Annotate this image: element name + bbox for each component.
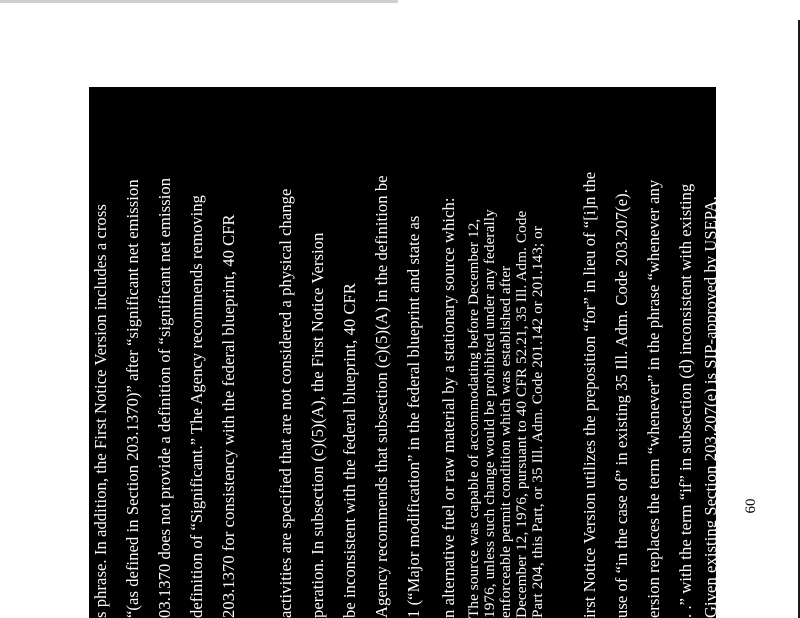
text-line: s phrase. In addition, the First Notice Version includes a cross [91,204,110,618]
text-line-indented: enforceable permit condition which was established after [497,265,514,618]
text-line: Agency recommends that subsection (c)(5)(A) in the definition be [372,175,391,618]
text-line-indented: 1976, unless such change would be prohibited under any federally [481,209,498,618]
top-border-line [0,0,398,3]
page-number: 60 [742,498,759,514]
text-line: 203.1370 for consistency with the federal blueprint, 40 CFR [219,214,238,618]
inverted-text-panel [89,87,720,618]
text-line: 03.1370 does not provide a definition of “significant net emission [155,177,174,618]
text-line: irst Notice Version utilizes the preposition “for” in lieu of “[i]n the [580,171,599,618]
text-line: be inconsistent with the federal blueprint, 40 CFR [340,283,359,618]
text-line-indented: The source was capable of accommodating before December 12, [465,218,482,618]
text-line: “(as defined in Section 203.1370)” after “significant net emission [123,179,142,618]
text-line: activities are specified that are not considered a physical change [276,188,295,618]
text-line: . .” with the term “if” in subsection (d) inconsistent with existing [676,183,695,618]
text-line: use of “in the case of” in existing 35 Ill. Adm. Code 203.207(e). [612,189,631,618]
text-line: ersion replaces the term “whenever” in the phrase “whenever any [644,179,663,618]
text-line: definition of “Significant.” The Agency recommends removing [187,194,206,618]
text-line-indented: Part 204, this Part, or 35 Ill. Adm. Code 201.142 or 201.143; or [529,226,546,618]
text-line: n alternative fuel or raw material by a stationary source which: [439,197,458,618]
text-line: peration. In subsection (c)(5)(A), the First Notice Version [308,232,327,618]
text-line-indented: December 12, 1976, pursuant to 40 CFR 52.21, 35 Ill. Adm. Code [513,210,530,618]
rotated-text-frame [89,87,720,618]
text-line: 1 (“Major modification” in the federal blueprint and state as [404,215,423,618]
text-line: Given existing Section 203.207(e) is SIP-approved by USEPA, [701,196,720,618]
